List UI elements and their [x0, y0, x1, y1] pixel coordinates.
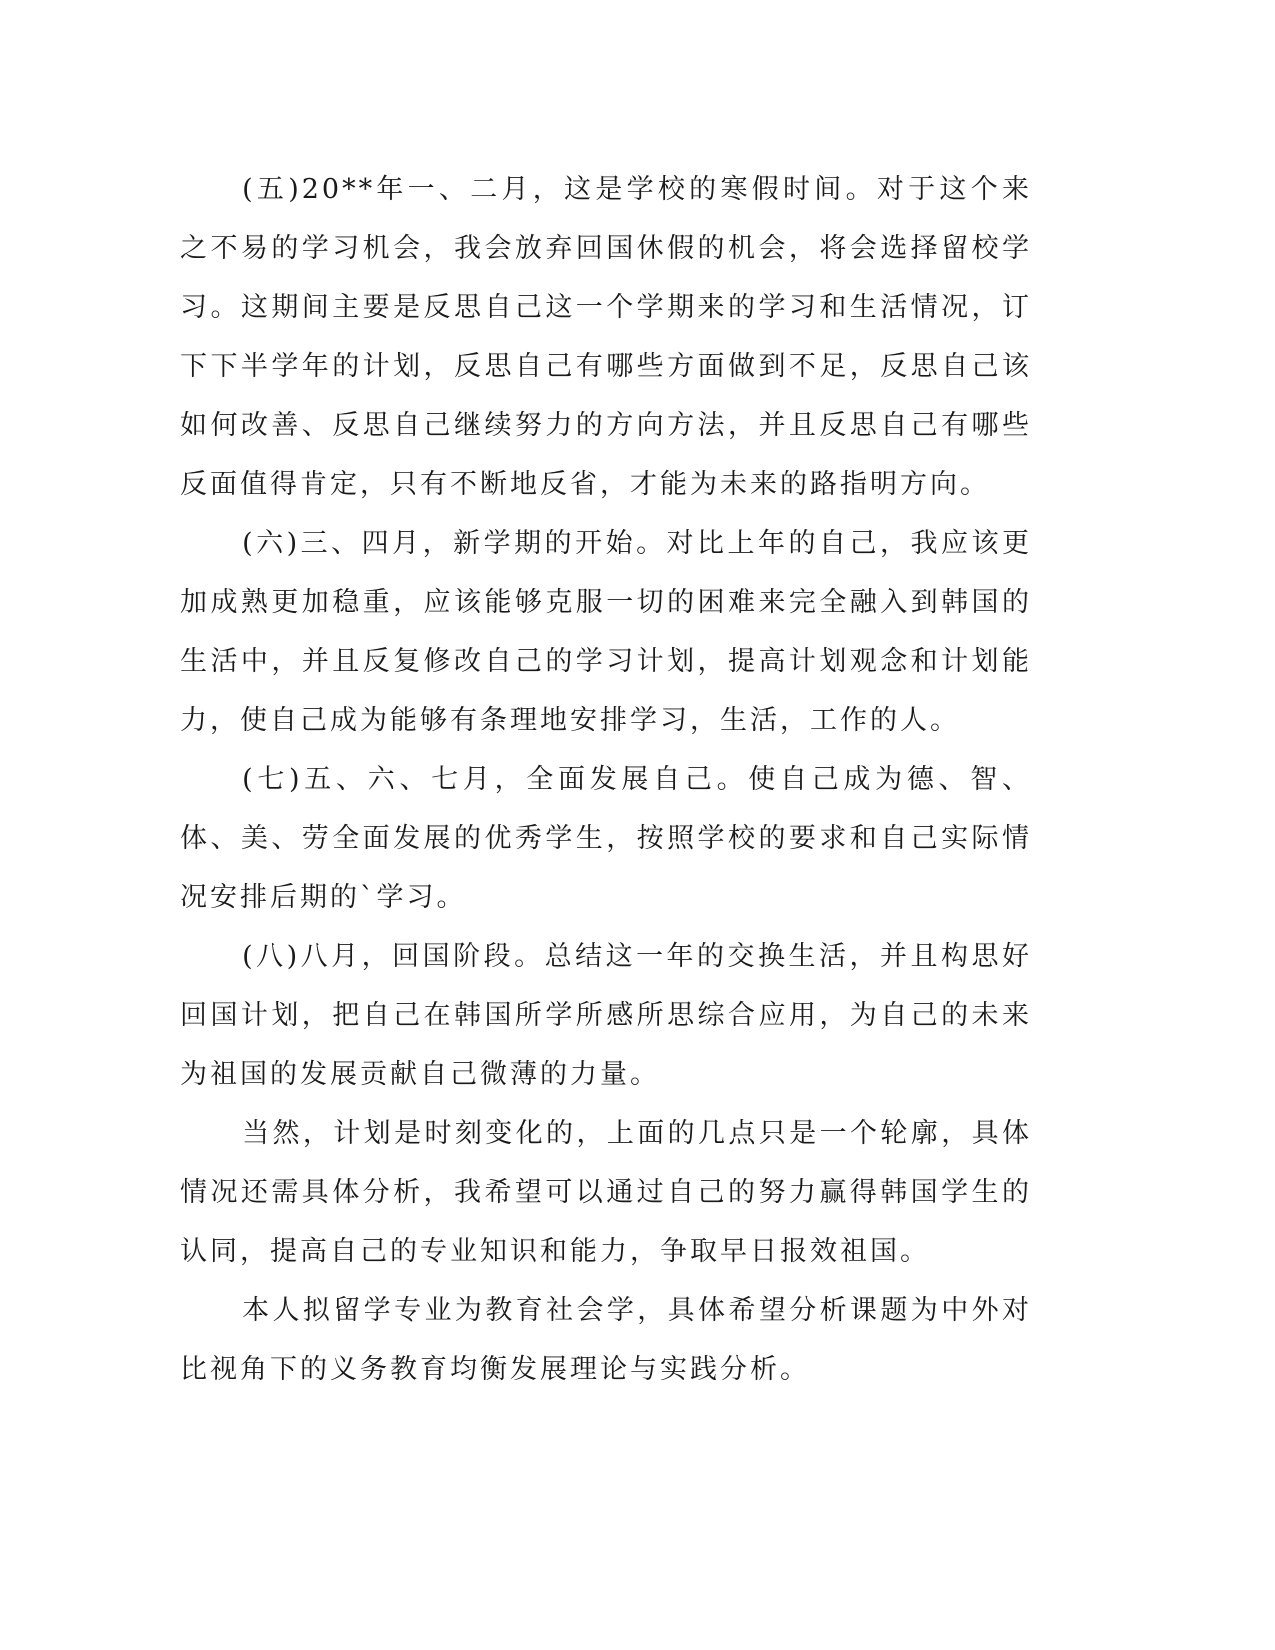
paragraph-winter-break: (五)20**年一、二月，这是学校的寒假时间。对于这个来之不易的学习机会，我会放弃回国休假的机会，将会选择留校学习。这期间主要是反思自己这一个学期来的学习和生活情况，订下下半学年的计划，反思自己有哪些方面做到不足，反思自己该如何改善、反思自己继续努力的方向方法，并且反思自己有哪些反面值得肯定，只有不断地反省，才能为未来的路指明方向。 [180, 174, 1032, 500]
paragraph-return-home: (八)八月，回国阶段。总结这一年的交换生活，并且构思好回国计划，把自己在韩国所学所感所思综合应用，为自己的未来为祖国的发展贡献自己微薄的力量。 [180, 941, 1032, 1090]
paragraph-plan-note: 当然，计划是时刻变化的，上面的几点只是一个轮廓，具体情况还需具体分析，我希望可以通过自己的努力赢得韩国学生的认同，提高自己的专业知识和能力，争取早日报效祖国。 [180, 1118, 1032, 1267]
document-body [180, 160, 1032, 1399]
paragraph-all-round-development: (七)五、六、七月，全面发展自己。使自己成为德、智、体、美、劳全面发展的优秀学生，按照学校的要求和自己实际情况安排后期的`学习。 [180, 764, 1032, 913]
paragraph-new-semester: (六)三、四月，新学期的开始。对比上年的自己，我应该更加成熟更加稳重，应该能够克服一切的困难来完全融入到韩国的生活中，并且反复修改自己的学习计划，提高计划观念和计划能力，使自己成为能够有条理地安排学习，生活，工作的人。 [180, 528, 1032, 736]
paragraph-study-major: 本人拟留学专业为教育社会学，具体希望分析课题为中外对比视角下的义务教育均衡发展理论与实践分析。 [180, 1295, 1032, 1385]
